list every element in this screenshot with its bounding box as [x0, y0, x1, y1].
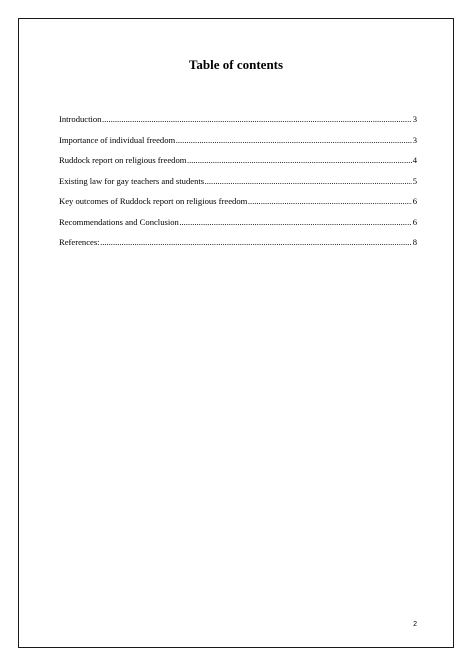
document-page	[18, 18, 454, 648]
toc-entry-label: Ruddock report on religious freedom	[59, 155, 187, 165]
toc-entry-page: 4	[412, 155, 417, 165]
toc-entry-label: Introduction	[59, 114, 102, 124]
toc-dot-leader	[187, 155, 412, 165]
toc-entry-page: 8	[412, 237, 417, 247]
toc-dot-leader	[205, 176, 413, 186]
toc-entry-ruddock-report[interactable]	[59, 155, 417, 176]
toc-dot-leader	[248, 196, 412, 206]
toc-entry-label: Recommendations and Conclusion	[59, 216, 179, 227]
toc-dot-leader	[100, 237, 412, 247]
toc-entry-recommendations[interactable]	[59, 217, 417, 238]
toc-entry-page: 5	[412, 175, 417, 186]
toc-entry-introduction[interactable]	[59, 114, 417, 135]
toc-entry-references[interactable]	[59, 237, 417, 258]
toc-dot-leader	[176, 135, 412, 145]
toc-entry-importance-of-individual-freedom[interactable]	[59, 135, 417, 156]
toc-entry-page: 6	[412, 216, 417, 227]
page-number: 2	[413, 621, 417, 628]
toc-entry-existing-law[interactable]	[59, 176, 417, 197]
page-title: Table of contents	[188, 57, 284, 72]
toc-entry-page: 3	[412, 134, 417, 145]
toc-entry-page: 3	[412, 114, 417, 124]
table-of-contents	[59, 114, 417, 258]
toc-entry-label: Importance of individual freedom	[59, 134, 176, 145]
toc-entry-page: 6	[412, 196, 417, 206]
toc-dot-leader	[102, 114, 412, 124]
toc-entry-label: References:	[59, 237, 100, 247]
toc-entry-label: Existing law for gay teachers and students	[59, 175, 205, 186]
toc-dot-leader	[179, 217, 412, 227]
toc-entry-key-outcomes[interactable]	[59, 196, 417, 217]
toc-entry-label: Key outcomes of Ruddock report on religious freedom	[59, 196, 248, 206]
